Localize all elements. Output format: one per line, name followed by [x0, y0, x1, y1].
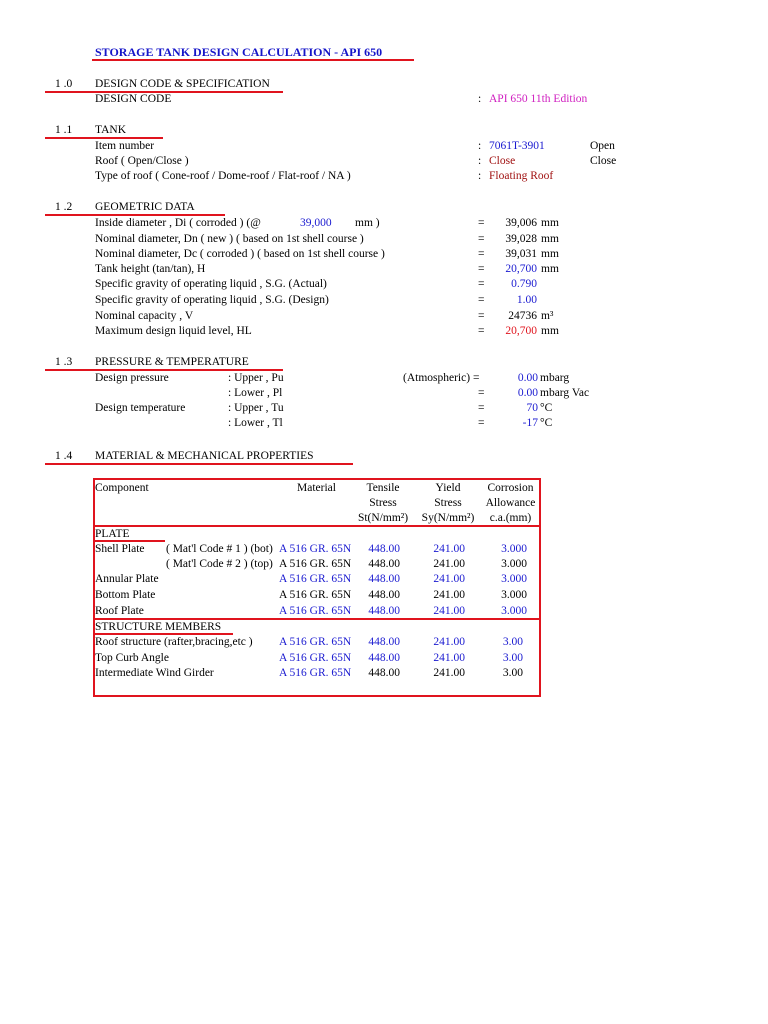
equals: =	[478, 233, 485, 245]
table-row-material: A 516 GR. 65N	[279, 558, 352, 570]
section-number: 1 .3	[55, 356, 73, 368]
table-row-material: A 516 GR. 65N	[279, 667, 352, 679]
geo-value: 20,700	[505, 325, 537, 337]
table-row-note: ( Mat'l Code # 1 ) (bot)	[166, 543, 273, 555]
col-yield: Yield	[435, 482, 461, 494]
col-material: Material	[297, 482, 336, 494]
table-row-corrosion: 3.00	[502, 652, 523, 664]
inside-diameter-input: 39,000	[300, 217, 332, 229]
col-yield: Stress	[434, 497, 462, 509]
table-row-corrosion: 3.00	[502, 667, 523, 679]
geo-unit: m³	[541, 310, 554, 322]
section-heading: DESIGN CODE & SPECIFICATION	[95, 78, 270, 90]
table-row-yield: 241.00	[433, 558, 465, 570]
table-row-component: Bottom Plate	[95, 589, 156, 601]
roof-value: Close	[489, 155, 516, 167]
table-row-component: Top Curb Angle	[95, 652, 169, 664]
col-tensile: Tensile	[366, 482, 400, 494]
geo-value: 24736	[508, 310, 537, 322]
roof-type-value: Floating Roof	[489, 170, 554, 182]
equals: =	[478, 310, 485, 322]
table-row-yield: 241.00	[433, 605, 465, 617]
section-heading: MATERIAL & MECHANICAL PROPERTIES	[95, 450, 314, 462]
table-divider	[93, 525, 541, 527]
section-underline	[45, 463, 353, 465]
equals: =	[478, 325, 485, 337]
temperature-unit: °C	[540, 402, 553, 414]
col-tensile: St(N/mm²)	[357, 512, 409, 524]
geo-label: Nominal capacity , V	[95, 310, 194, 322]
section-number: 1 .2	[55, 201, 73, 213]
item-number-label: Item number	[95, 140, 155, 152]
geo-extra-unit: mm )	[355, 217, 380, 229]
table-row-tensile: 448.00	[368, 667, 400, 679]
table-row-component: Roof structure (rafter,bracing,etc )	[95, 636, 253, 648]
table-row-tensile: 448.00	[368, 652, 400, 664]
table-row-yield: 241.00	[433, 543, 465, 555]
design-temperature-label: Design temperature	[95, 402, 186, 414]
pressure-unit: mbarg	[540, 372, 570, 384]
col-tensile: Stress	[369, 497, 397, 509]
temperature-upper-value: 70	[526, 402, 538, 414]
table-row-component: Shell Plate	[95, 543, 145, 555]
table-row-yield: 241.00	[433, 652, 465, 664]
col-component: Component	[95, 482, 149, 494]
pressure-lower-value: 0.00	[517, 387, 538, 399]
equals: =	[478, 402, 485, 414]
geo-label: Inside diameter , Di ( corroded ) (@	[95, 217, 261, 229]
section-heading: TANK	[95, 124, 127, 136]
table-row-yield: 241.00	[433, 573, 465, 585]
geo-unit: mm	[541, 325, 559, 337]
temperature-upper-label: : Upper , Tu	[228, 402, 284, 414]
geo-value: 0.790	[511, 278, 537, 290]
geo-label: Specific gravity of operating liquid , S.G. (Actual)	[95, 278, 327, 290]
table-row-yield: 241.00	[433, 589, 465, 601]
table-row-component: Intermediate Wind Girder	[95, 667, 214, 679]
geo-unit: mm	[541, 248, 559, 260]
geo-unit: mm	[541, 233, 559, 245]
table-row-corrosion: 3.000	[501, 605, 527, 617]
atmospheric-label: (Atmospheric) =	[403, 372, 480, 384]
equals: =	[478, 387, 485, 399]
table-row-material: A 516 GR. 65N	[279, 636, 352, 648]
equals: =	[478, 278, 485, 290]
col-yield: Sy(N/mm²)	[421, 512, 475, 524]
equals: =	[478, 263, 485, 275]
geo-value: 20,700	[505, 263, 537, 275]
pressure-lower-label: : Lower , Pl	[228, 387, 283, 399]
table-row-tensile: 448.00	[368, 558, 400, 570]
section-heading: PRESSURE & TEMPERATURE	[95, 356, 249, 368]
table-row-material: A 516 GR. 65N	[279, 589, 352, 601]
geo-value: 39,006	[505, 217, 537, 229]
table-row-corrosion: 3.000	[501, 558, 527, 570]
separator: :	[478, 170, 482, 182]
equals: =	[478, 294, 485, 306]
col-corrosion: Allowance	[485, 497, 536, 509]
col-corrosion: Corrosion	[487, 482, 534, 494]
pressure-upper-label: : Upper , Pu	[228, 372, 284, 384]
geo-label: Nominal diameter, Dc ( corroded ) ( based on 1st shell course )	[95, 248, 385, 260]
table-row-note: ( Mat'l Code # 2 ) (top)	[166, 558, 273, 570]
geo-label: Tank height (tan/tan), H	[95, 263, 206, 275]
table-row-tensile: 448.00	[368, 636, 400, 648]
equals: =	[478, 248, 485, 260]
temperature-unit: °C	[540, 417, 553, 429]
pressure-unit: mbarg Vac	[540, 387, 590, 399]
table-row-yield: 241.00	[433, 667, 465, 679]
design-code-label: DESIGN CODE	[95, 93, 172, 105]
table-row-yield: 241.00	[433, 636, 465, 648]
table-row-corrosion: 3.00	[502, 636, 523, 648]
page-title: STORAGE TANK DESIGN CALCULATION - API 650	[95, 45, 383, 59]
geo-value: 39,028	[505, 233, 537, 245]
table-row-corrosion: 3.000	[501, 573, 527, 585]
table-row-material: A 516 GR. 65N	[279, 573, 352, 585]
separator: :	[478, 140, 482, 152]
section-number: 1 .4	[55, 450, 73, 462]
option-close: Close	[590, 155, 617, 167]
option-open: Open	[590, 140, 615, 152]
table-row-tensile: 448.00	[368, 543, 400, 555]
design-pressure-label: Design pressure	[95, 372, 169, 384]
roof-label: Roof ( Open/Close )	[95, 155, 189, 167]
geo-value: 39,031	[505, 248, 537, 260]
table-row-component: Roof Plate	[95, 605, 144, 617]
equals: =	[478, 417, 485, 429]
geo-label: Nominal diameter, Dn ( new ) ( based on 1st shell course )	[95, 233, 364, 245]
equals: =	[478, 217, 485, 229]
plate-heading: PLATE	[95, 528, 130, 540]
section-number: 1 .0	[55, 78, 73, 90]
section-number: 1 .1	[55, 124, 73, 136]
title-underline	[92, 59, 414, 61]
temperature-lower-value: -17	[522, 417, 538, 429]
separator: :	[478, 155, 482, 167]
separator: :	[478, 93, 482, 105]
table-row-corrosion: 3.000	[501, 589, 527, 601]
table-row-material: A 516 GR. 65N	[279, 605, 352, 617]
table-row-material: A 516 GR. 65N	[279, 652, 352, 664]
roof-type-label: Type of roof ( Cone-roof / Dome-roof / Flat-roof / NA )	[95, 170, 351, 182]
geo-unit: mm	[541, 263, 559, 275]
table-row-tensile: 448.00	[368, 573, 400, 585]
table-row-material: A 516 GR. 65N	[279, 543, 352, 555]
section-heading: GEOMETRIC DATA	[95, 201, 195, 213]
geo-label: Maximum design liquid level, HL	[95, 325, 252, 337]
table-row-tensile: 448.00	[368, 589, 400, 601]
table-row-component: Annular Plate	[95, 573, 159, 585]
table-row-tensile: 448.00	[368, 605, 400, 617]
geo-unit: mm	[541, 217, 559, 229]
item-number-value: 7061T-3901	[489, 140, 545, 152]
geo-label: Specific gravity of operating liquid , S.G. (Design)	[95, 294, 329, 306]
col-corrosion: c.a.(mm)	[489, 512, 532, 524]
design-code-value: API 650 11th Edition	[489, 93, 588, 105]
table-row-corrosion: 3.000	[501, 543, 527, 555]
structure-heading: STRUCTURE MEMBERS	[95, 621, 222, 633]
geo-value: 1.00	[516, 294, 537, 306]
temperature-lower-label: : Lower , Tl	[228, 417, 283, 429]
pressure-upper-value: 0.00	[517, 372, 538, 384]
